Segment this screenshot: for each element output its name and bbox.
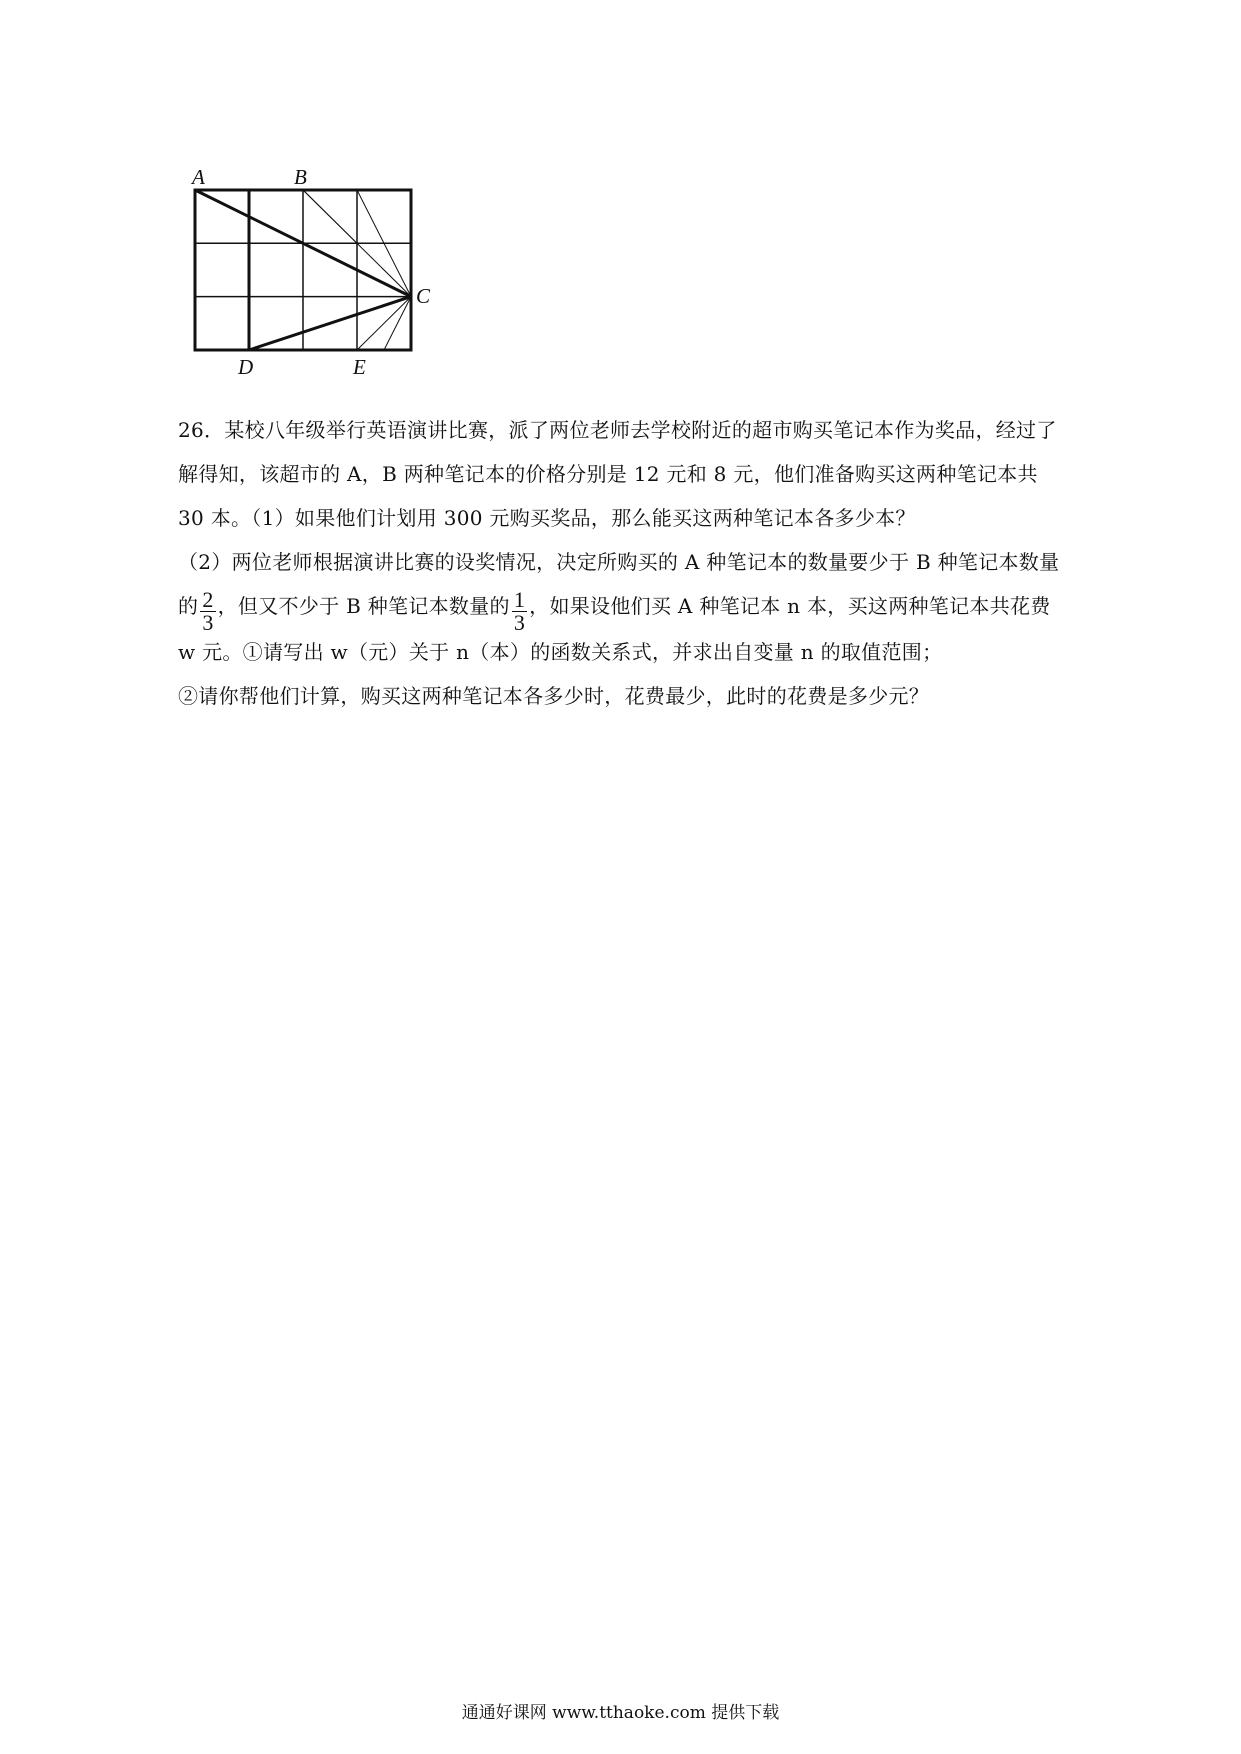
fraction-denominator: 3	[202, 610, 214, 635]
thin-diagonal	[303, 190, 357, 243]
problem-part-2	[178, 540, 1070, 674]
problem-part-2-question: ②请你帮他们计算，购买这两种笔记本各多少时，花费最少，此时的花费是多少元？	[178, 684, 930, 708]
point-label-e: E	[353, 355, 366, 379]
fraction-two-thirds	[200, 589, 215, 634]
part2-text-c: ，如果设他们买 A 种笔记本 n 本，买这两种笔记本共花费 w 元。①请写出 w（元）关于 n（本）的函数关系式，并求出自变量 n 的取值范围；	[178, 594, 1051, 664]
fraction-numerator: 1	[513, 587, 526, 612]
fraction-one-third	[512, 589, 527, 634]
grid-figure	[182, 160, 442, 390]
part2-text-a: （2）两位老师根据演讲比赛的设奖情况，决定所购买的 A 种笔记本的数量要少于 B 种笔记本数量的	[178, 550, 1060, 618]
point-label-b: B	[294, 165, 307, 189]
segment-dc	[249, 297, 411, 350]
page-footer: 通通好课网 www.tthaoke.com 提供下载	[461, 1703, 780, 1723]
fraction-numerator: 2	[202, 587, 214, 612]
problem-26	[178, 408, 1070, 718]
geometry-diagram	[182, 160, 442, 390]
point-label-c: C	[416, 284, 431, 308]
problem-intro: 26．某校八年级举行英语演讲比赛，派了两位老师去学校附近的超市购买笔记本作为奖品，经过了解得知，该超市的 A，B 两种笔记本的价格分别是 12 元和 8 元，他们准备购买这两种笔记本共 30 本。（1）如果他们计划用 300 元购买奖品，那么能买这两种笔记本各多少本？	[178, 418, 1057, 530]
point-label-d: D	[238, 355, 254, 379]
fraction-denominator: 3	[513, 610, 526, 635]
part2-text-b: ，但又不少于 B 种笔记本数量的	[217, 594, 510, 618]
point-label-a: A	[192, 165, 205, 189]
